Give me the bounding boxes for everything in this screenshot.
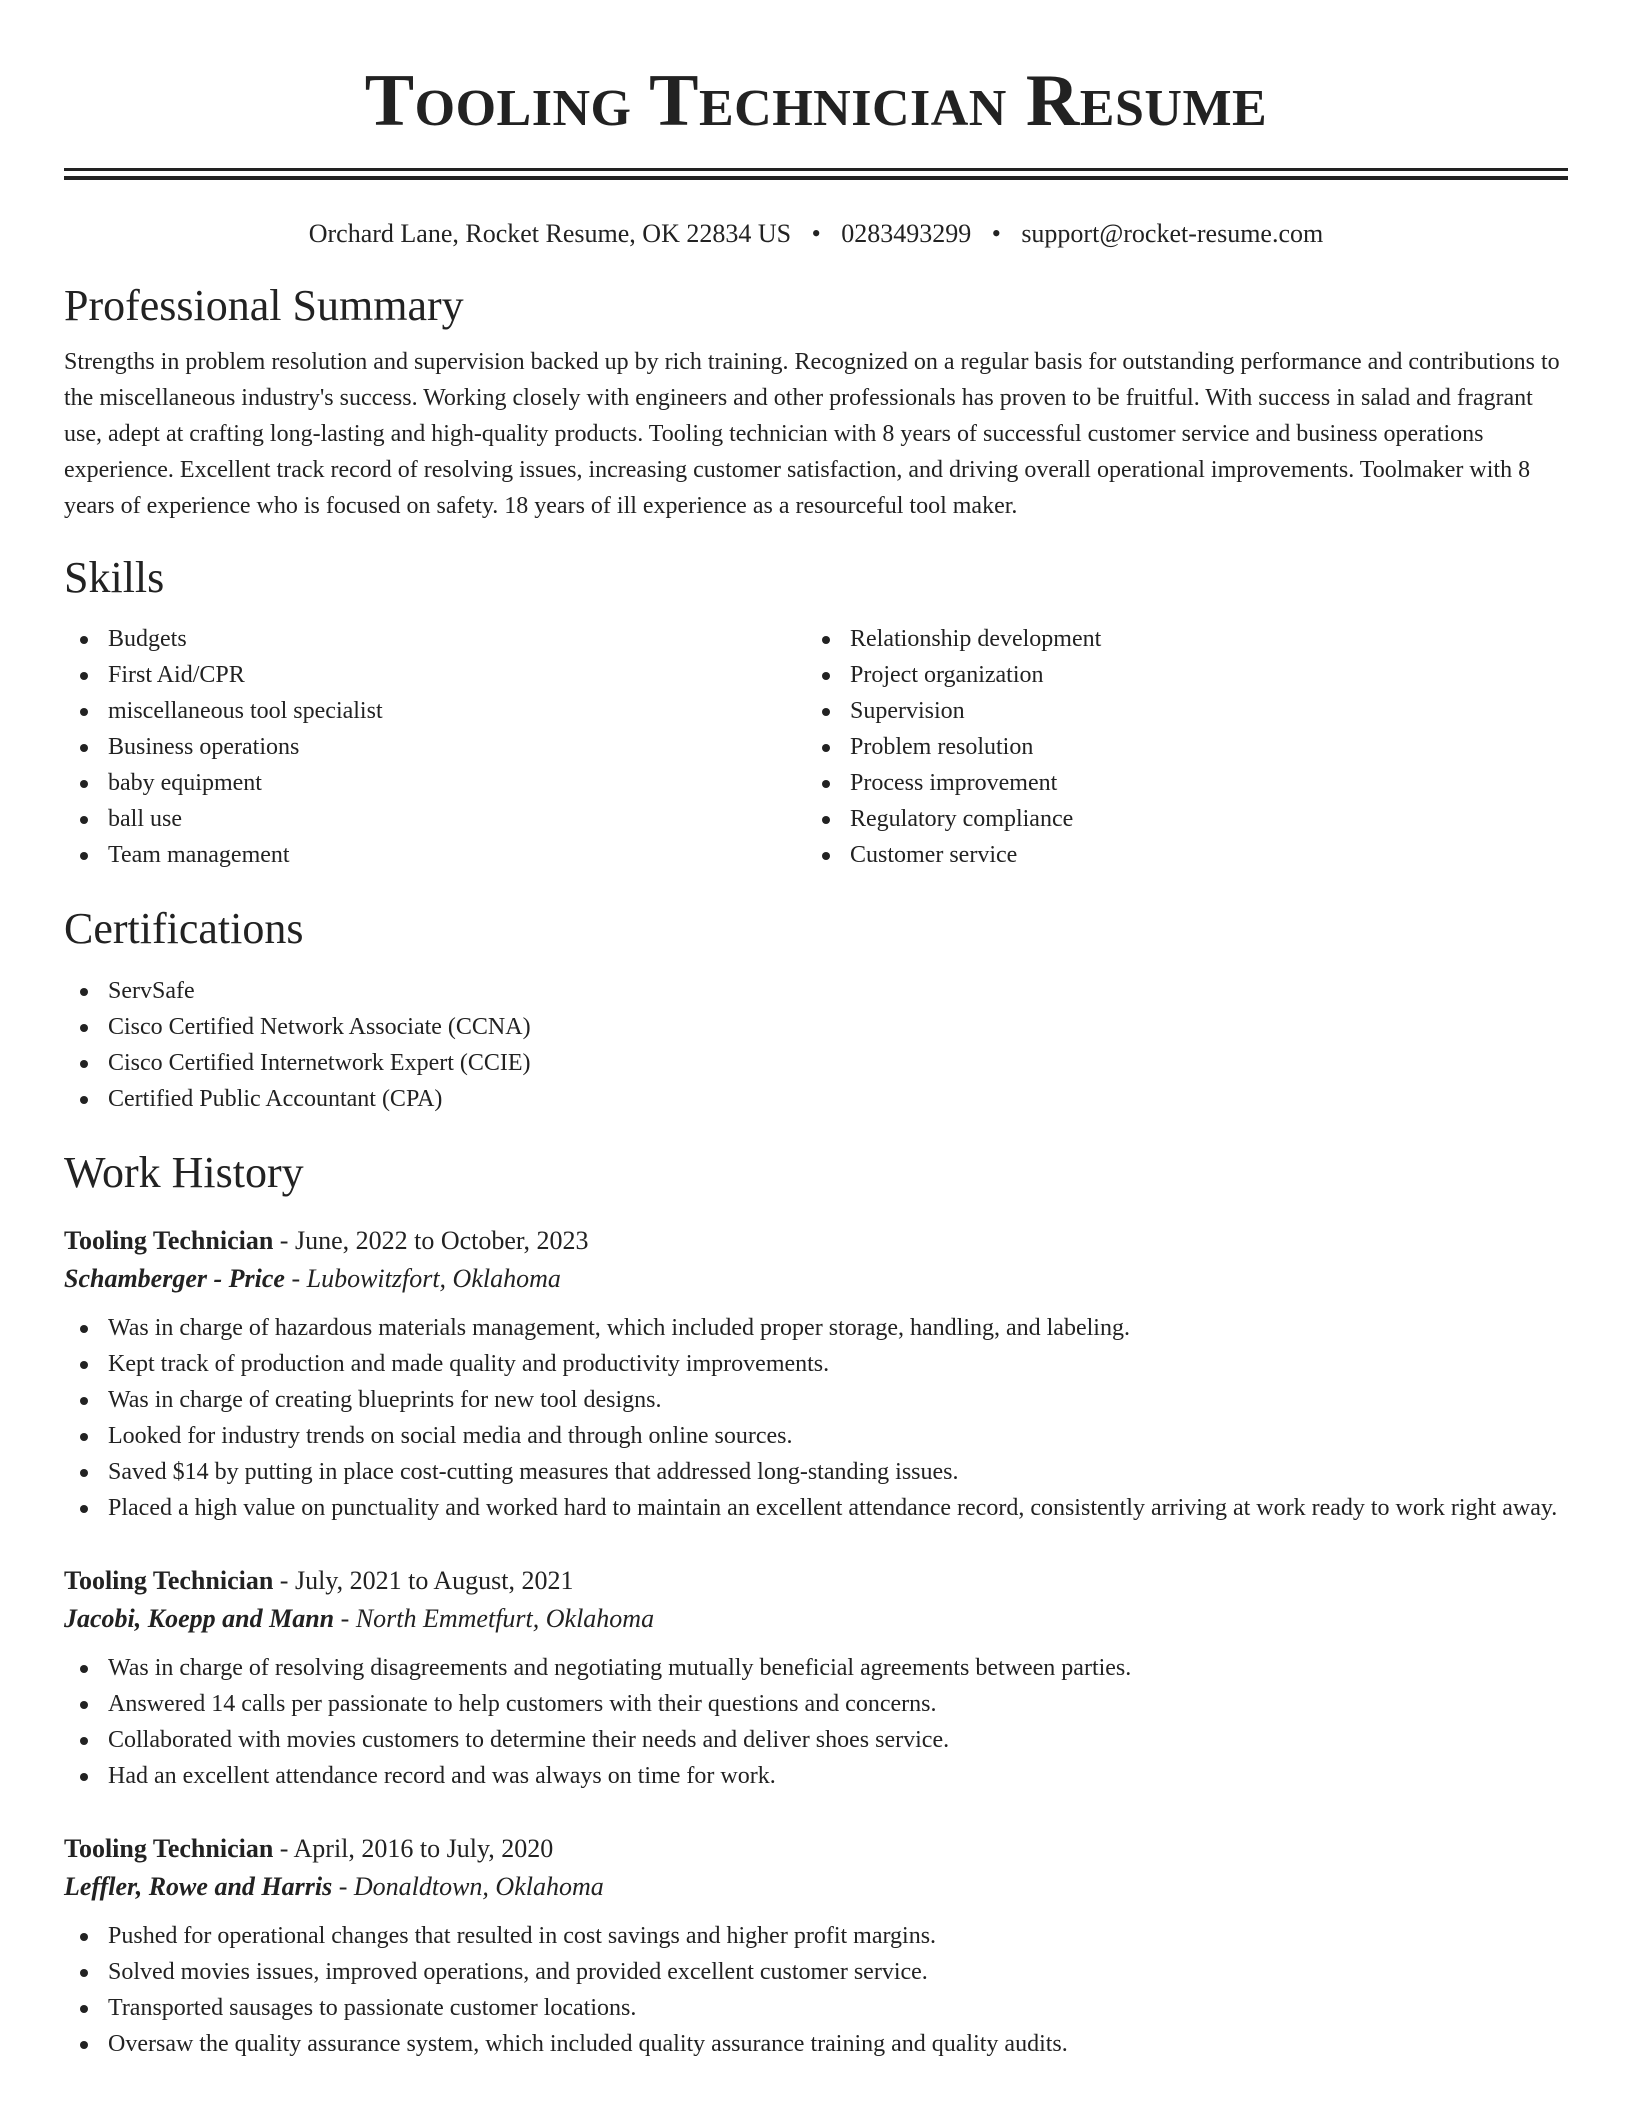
job-company: Schamberger - Price — [64, 1263, 285, 1293]
job-duties-list — [64, 1918, 1568, 2062]
skill-item: Problem resolution — [806, 729, 1548, 765]
job-duty: Oversaw the quality assurance system, which included quality assurance training and quality audits. — [64, 2026, 1568, 2062]
skill-item: Project organization — [806, 657, 1548, 693]
skill-item: Process improvement — [806, 765, 1548, 801]
skill-item: miscellaneous tool specialist — [64, 693, 806, 729]
job-entry — [64, 1222, 1568, 1526]
job-location: - North Emmetfurt, Oklahoma — [334, 1603, 655, 1633]
skills-list-left — [64, 621, 806, 873]
job-title: Tooling Technician — [64, 1833, 274, 1863]
job-entry — [64, 1830, 1568, 2062]
job-entry — [64, 1562, 1568, 1794]
job-duty: Kept track of production and made quality and productivity improvements. — [64, 1346, 1568, 1382]
skill-item: Business operations — [64, 729, 806, 765]
job-duty: Was in charge of creating blueprints for new tool designs. — [64, 1382, 1568, 1418]
job-location: - Lubowitzfort, Oklahoma — [284, 1263, 561, 1293]
job-dates: - June, 2022 to October, 2023 — [273, 1225, 589, 1255]
skills-heading: Skills — [64, 553, 165, 603]
job-title: Tooling Technician — [64, 1225, 274, 1255]
contact-separator: • — [811, 219, 821, 248]
certifications-list — [64, 973, 1568, 1117]
contact-line — [64, 214, 1568, 254]
skills-list-right — [806, 621, 1548, 873]
summary-heading: Professional Summary — [64, 281, 464, 330]
skill-item: Regulatory compliance — [806, 801, 1548, 837]
certification-item: ServSafe — [64, 973, 1568, 1009]
job-duties-list — [64, 1310, 1568, 1526]
resume-title: Tooling Technician Resume — [364, 60, 1268, 142]
job-duty: Had an excellent attendance record and was always on time for work. — [64, 1758, 1568, 1794]
job-duty: Transported sausages to passionate customer locations. — [64, 1990, 1568, 2026]
skill-item: Customer service — [806, 837, 1548, 873]
job-duty: Saved $14 by putting in place cost-cutting measures that addressed long-standing issues. — [64, 1454, 1568, 1490]
job-duty: Was in charge of hazardous materials management, which included proper storage, handling, and labeling. — [64, 1310, 1568, 1346]
title-divider-thick — [64, 176, 1568, 180]
job-dates: - July, 2021 to August, 2021 — [273, 1565, 574, 1595]
job-title: Tooling Technician — [64, 1565, 274, 1595]
skill-item: ball use — [64, 801, 806, 837]
job-location: - Donaldtown, Oklahoma — [332, 1871, 604, 1901]
contact-address: Orchard Lane, Rocket Resume, OK 22834 US — [308, 219, 792, 248]
job-duties-list — [64, 1650, 1568, 1794]
skill-item: Supervision — [806, 693, 1548, 729]
job-company: Leffler, Rowe and Harris — [64, 1871, 333, 1901]
job-title-line — [64, 1562, 1568, 1600]
contact-phone: 0283493299 — [841, 219, 972, 248]
job-company-line — [64, 1868, 1568, 1906]
title-divider-thin — [64, 168, 1568, 171]
job-duty: Looked for industry trends on social media and through online sources. — [64, 1418, 1568, 1454]
skill-item: Relationship development — [806, 621, 1548, 657]
job-company-line — [64, 1600, 1568, 1638]
contact-email: support@rocket-resume.com — [1021, 219, 1324, 248]
certification-item: Cisco Certified Network Associate (CCNA) — [64, 1009, 1568, 1045]
job-duty: Solved movies issues, improved operations, and provided excellent customer service. — [64, 1954, 1568, 1990]
skill-item: First Aid/CPR — [64, 657, 806, 693]
job-title-line — [64, 1222, 1568, 1260]
contact-separator: • — [991, 219, 1001, 248]
certification-item: Cisco Certified Internetwork Expert (CCIE) — [64, 1045, 1568, 1081]
job-duty: Pushed for operational changes that resulted in cost savings and higher profit margins. — [64, 1918, 1568, 1954]
job-duty: Answered 14 calls per passionate to help customers with their questions and concerns. — [64, 1686, 1568, 1722]
skill-item: baby equipment — [64, 765, 806, 801]
certification-item: Certified Public Accountant (CPA) — [64, 1081, 1568, 1117]
summary-text: Strengths in problem resolution and supervision backed up by rich training. Recognized on a regular basis for outstanding performance and contributions to the miscellaneous industry's success. Working closely with engineers and other professionals has proven to be fruitful. With success in salad and fragrant use, adept at crafting long-lasting and high-quality products. Tooling technician with 8 years of successful customer service and business operations experience. Excellent track record of resolving issues, increasing customer satisfaction, and driving overall operational improvements. Toolmaker with 8 years of experience who is focused on safety. 18 years of ill experience as a resourceful tool maker. — [64, 349, 1560, 520]
job-dates: - April, 2016 to July, 2020 — [273, 1833, 554, 1863]
skills-columns — [64, 621, 1568, 873]
work-history-heading: Work History — [64, 1148, 304, 1198]
job-company-line — [64, 1260, 1568, 1298]
job-duty: Was in charge of resolving disagreements and negotiating mutually beneficial agreements between parties. — [64, 1650, 1568, 1686]
job-duty: Placed a high value on punctuality and worked hard to maintain an excellent attendance record, consistently arriving at work ready to work right away. — [64, 1490, 1568, 1526]
skill-item: Team management — [64, 837, 806, 873]
skill-item: Budgets — [64, 621, 806, 657]
job-title-line — [64, 1830, 1568, 1868]
certifications-heading: Certifications — [64, 903, 304, 953]
resume-page — [64, 0, 1568, 2062]
job-company: Jacobi, Koepp and Mann — [64, 1603, 335, 1633]
job-duty: Collaborated with movies customers to determine their needs and deliver shoes service. — [64, 1722, 1568, 1758]
